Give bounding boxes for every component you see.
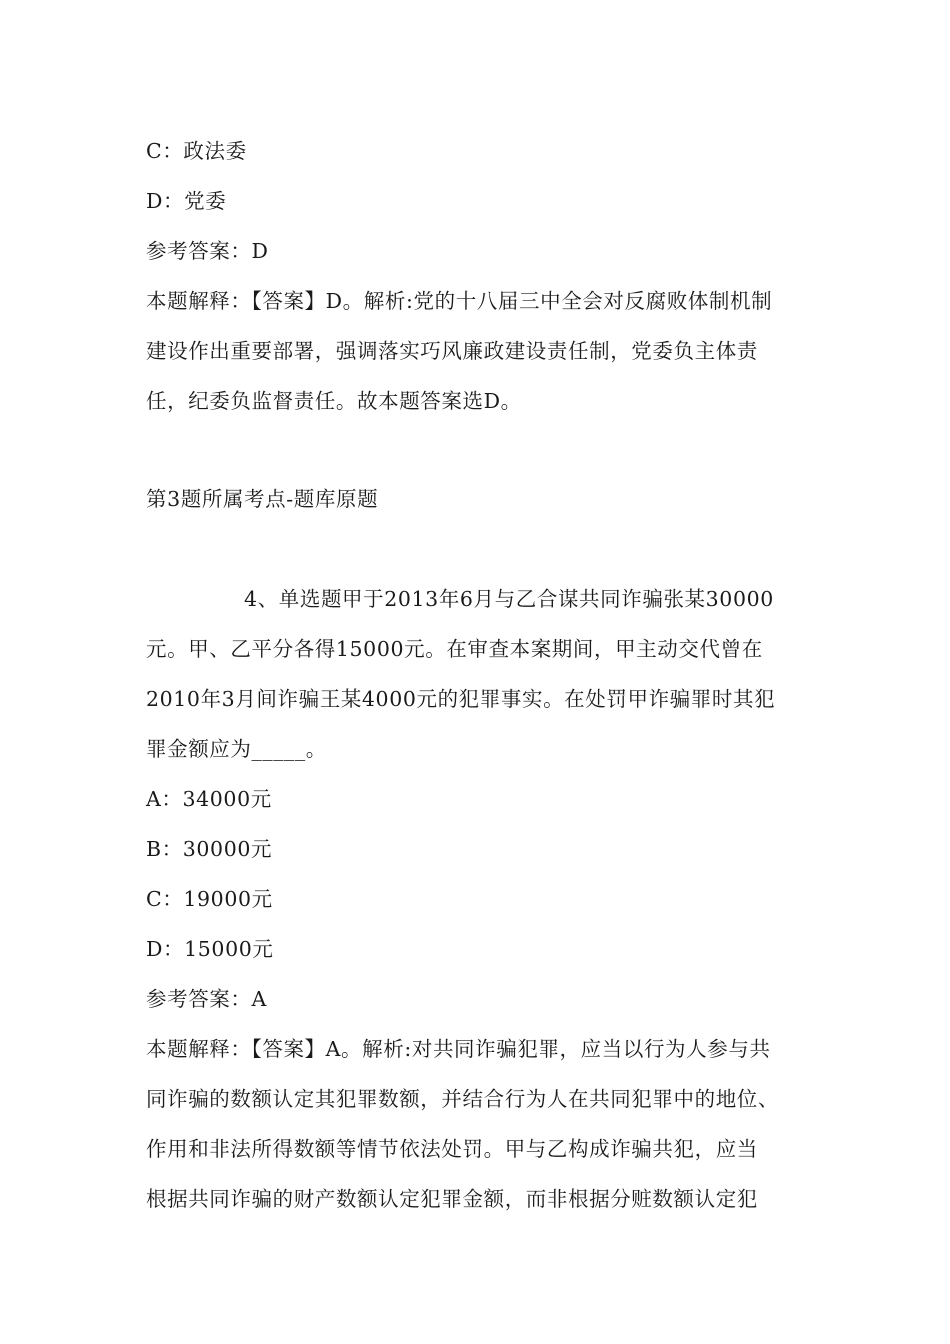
q4-explanation-line: 同诈骗的数额认定其犯罪数额，并结合行为人在共同犯罪中的地位、 bbox=[146, 1087, 779, 1111]
q4-answer: 参考答案：A bbox=[146, 987, 267, 1011]
q3-option-d: D：党委 bbox=[146, 189, 227, 213]
q4-explanation-line: 根据共同诈骗的财产数额认定犯罪金额，而非根据分赃数额认定犯 bbox=[146, 1187, 758, 1211]
q4-stem-line: 元。甲、乙平分各得15000元。在审查本案期间，甲主动交代曾在 bbox=[146, 637, 763, 661]
q3-option-c: C：政法委 bbox=[146, 139, 247, 163]
q4-stem-line: 罪金额应为_____。 bbox=[146, 737, 327, 761]
q3-answer: 参考答案：D bbox=[146, 239, 269, 263]
q3-explanation-line: 本题解释：【答案】D。解析:党的十八届三中全会对反腐败体制机制 bbox=[146, 289, 773, 313]
q4-option-a: A：34000元 bbox=[146, 787, 272, 811]
q4-explanation-line: 本题解释：【答案】A。解析:对共同诈骗犯罪，应当以行为人参与共 bbox=[146, 1037, 771, 1061]
q4-option-c: C：19000元 bbox=[146, 887, 273, 911]
q3-explanation-line: 任，纪委负监督责任。故本题答案选D。 bbox=[146, 389, 522, 413]
q3-topic: 第3题所属考点-题库原题 bbox=[146, 487, 379, 511]
q4-option-b: B：30000元 bbox=[146, 837, 273, 861]
q4-explanation-line: 作用和非法所得数额等情节依法处罚。甲与乙构成诈骗共犯，应当 bbox=[146, 1137, 758, 1161]
q4-stem-line: 4、单选题甲于2013年6月与乙合谋共同诈骗张某30000 bbox=[244, 587, 774, 611]
q4-stem-line: 2010年3月间诈骗王某4000元的犯罪事实。在处罚甲诈骗罪时其犯 bbox=[146, 687, 776, 711]
q3-explanation-line: 建设作出重要部署，强调落实巧风廉政建设责任制，党委负主体责 bbox=[146, 339, 758, 363]
q4-option-d: D：15000元 bbox=[146, 937, 274, 961]
